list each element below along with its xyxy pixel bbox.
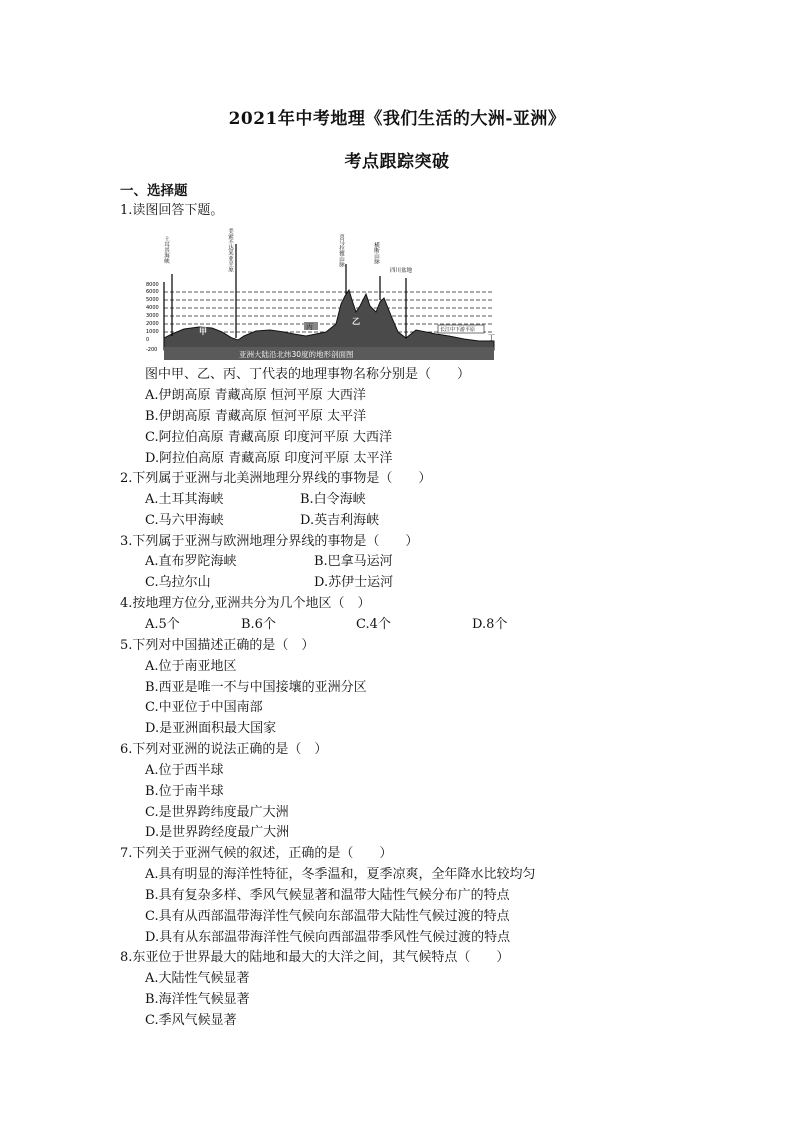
svg-text:0: 0 — [146, 337, 150, 343]
document-subtitle: 考点跟踪突破 — [344, 152, 450, 172]
svg-text:3000: 3000 — [146, 313, 159, 319]
q1-stem: 1.读图回答下题。 — [120, 203, 224, 218]
q1-option-d: D.阿拉伯高原 青藏高原 印度河平原 太平洋 — [145, 451, 393, 466]
sichuan-label: 四川盆地 — [390, 268, 413, 274]
q3-option-b: B.巴拿马运河 — [314, 554, 393, 569]
q1-option-b: B.伊朗高原 青藏高原 恒河平原 太平洋 — [145, 409, 367, 424]
hengduan-label: 横断山脉 — [373, 242, 379, 264]
bing-label: 丙 — [306, 323, 313, 331]
q2-option-b: B.白令海峡 — [300, 492, 366, 507]
q7-option-d: D.具有从东部温带海洋性气候向西部温带季风性气候过渡的特点 — [145, 930, 511, 945]
q4-stem: 4.按地理方位分,亚洲共分为几个地区（ ） — [120, 596, 371, 611]
q3-option-c: C.乌拉尔山 — [145, 575, 211, 590]
east-plain-label: 长江中下游平原 — [440, 327, 476, 333]
q1-substem: 图中甲、乙、丙、丁代表的地理事物名称分别是（ ） — [145, 367, 471, 382]
section-heading: 一、选择题 — [120, 183, 188, 199]
q7-stem: 7.下列关于亚洲气候的叙述，正确的是（ ） — [120, 846, 393, 861]
q6-option-d: D.是世界跨经度最广大洲 — [145, 825, 290, 840]
q4-option-a: A.5个 — [145, 617, 180, 632]
q6-option-c: C.是世界跨纬度最广大洲 — [145, 805, 289, 820]
q7-option-b: B.具有复杂多样、季风气候显著和温带大陆性气候分布广的特点 — [145, 888, 510, 903]
q3-option-d: D.苏伊士运河 — [314, 575, 394, 590]
q7-option-c: C.具有从西部温带海洋性气候向东部温带大陆性气候过渡的特点 — [145, 909, 510, 924]
q5-option-b: B.西亚是唯一不与中国接壤的亚洲分区 — [145, 680, 367, 695]
terrain-profile-figure — [144, 228, 500, 360]
y-axis-ticks — [146, 282, 159, 353]
q1-option-c: C.阿拉伯高原 青藏高原 印度河平原 大西洋 — [145, 430, 393, 445]
terrain-silhouette — [164, 290, 494, 350]
q5-option-d: D.是亚洲面积最大国家 — [145, 721, 277, 736]
q4-option-c: C.4个 — [356, 617, 391, 632]
svg-text:1000: 1000 — [146, 329, 159, 335]
q8-option-b: B.海洋性气候显著 — [145, 992, 250, 1007]
ding-label: 丁 — [488, 334, 495, 342]
q2-option-c: C.马六甲海峡 — [145, 513, 224, 528]
q3-option-a: A.直布罗陀海峡 — [145, 554, 237, 569]
q2-option-d: D.英吉利海峡 — [300, 513, 380, 528]
svg-text:-200: -200 — [146, 347, 158, 353]
q8-stem: 8.东亚位于世界最大的陆地和最大的大洋之间，其气候特点（ ） — [120, 950, 510, 965]
yi-label: 乙 — [352, 317, 360, 326]
q3-stem: 3.下列属于亚洲与欧洲地理分界线的事物是（ ） — [120, 534, 419, 549]
svg-text:6000: 6000 — [146, 289, 159, 295]
q5-stem: 5.下列对中国描述正确的是（ ） — [120, 638, 315, 653]
svg-text:4000: 4000 — [146, 305, 159, 311]
turkey-strait-label: 土耳其海峡 — [163, 236, 169, 264]
q6-stem: 6.下列对亚洲的说法正确的是（ ） — [120, 742, 328, 757]
q4-option-d: D.8个 — [472, 617, 508, 632]
jia-label: 甲 — [199, 327, 207, 336]
svg-text:2000: 2000 — [146, 321, 159, 327]
q8-option-c: C.季风气候显著 — [145, 1013, 237, 1028]
q4-option-b: B.6个 — [241, 617, 276, 632]
figure-caption: 亚洲大陆沿北纬30度的地形剖面图 — [239, 350, 354, 359]
svg-text:5000: 5000 — [146, 297, 159, 303]
q7-option-a: A.具有明显的海洋性特征，冬季温和，夏季凉爽，全年降水比较均匀 — [145, 867, 536, 882]
q1-option-a: A.伊朗高原 青藏高原 恒河平原 大西洋 — [145, 388, 366, 403]
svg-text:8000: 8000 — [146, 282, 159, 288]
document-title: 2021年中考地理《我们生活的大洲-亚洲》 — [228, 109, 566, 129]
himalaya-label: 喜马拉雅山脉 — [338, 234, 344, 267]
q5-option-c: C.中亚位于中国南部 — [145, 700, 263, 715]
meso-plain-label: 美索不达米亚平原 — [227, 228, 233, 272]
q5-option-a: A.位于南亚地区 — [145, 659, 237, 674]
q8-option-a: A.大陆性气候显著 — [145, 971, 250, 986]
q6-option-b: B.位于南半球 — [145, 784, 224, 799]
q2-option-a: A.土耳其海峡 — [145, 492, 224, 507]
q2-stem: 2.下列属于亚洲与北美洲地理分界线的事物是（ ） — [120, 471, 432, 486]
q6-option-a: A.位于西半球 — [145, 763, 224, 778]
